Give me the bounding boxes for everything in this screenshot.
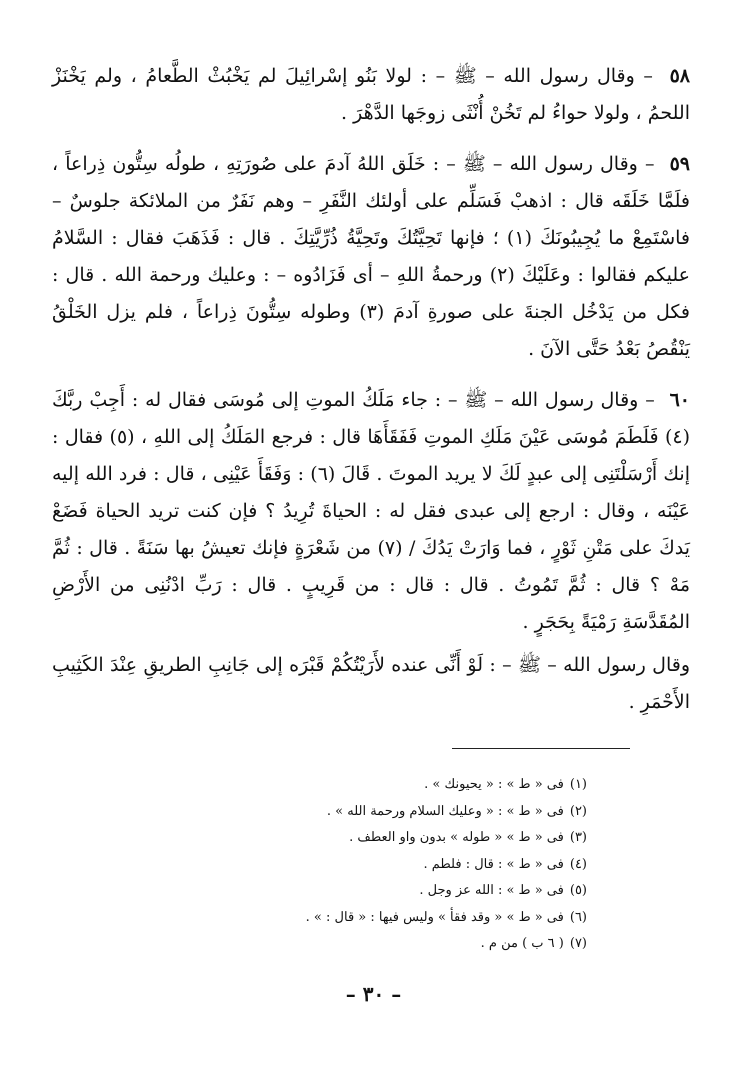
footnote-mark: (٢) — [569, 803, 587, 819]
footnote-text: فى « ط » « طوله » بدون واو العطف . — [349, 830, 564, 845]
footnotes — [167, 772, 587, 958]
footnote-7 — [167, 931, 587, 958]
footnote-text: فى « ط » : « يحيونك » . — [424, 777, 564, 792]
footnote-text: فى « ط » : « وعليك السلام ورحمة الله » . — [326, 803, 564, 819]
footnote-mark: (٥) — [569, 883, 587, 898]
paragraph-number: ٦٠ — [669, 389, 690, 411]
paragraph-58 — [52, 58, 690, 132]
footnote-mark: (٤) — [569, 856, 587, 872]
paragraph-60 — [52, 382, 690, 641]
paragraph-text: وقال رسول الله – ﷺ – : لَوْ أَنِّى عنده لأَرَيْتُكُمْ قَبْرَه إلى جَانِبِ الطريقِ عِنْدَ الكَثِيبِ الأَحْمَرِ . — [52, 654, 690, 713]
paragraph-text: – وقال رسول الله – ﷺ – : لولا بَنُو إسْرائِيلَ لم يَخْبُثْ الطَّعامُ ، ولم يَخْنَزْ اللحمُ ، ولولا حواءُ لم تَخُنْ أُنْثَى زوجَها الدَّهْرَ . — [52, 65, 690, 124]
footnote-separator — [452, 748, 630, 749]
footnote-mark: (١) — [569, 777, 587, 792]
footnote-text: فى « ط » : قال : فلطم . — [423, 856, 564, 872]
footnote-3 — [167, 825, 587, 852]
footnote-1 — [167, 772, 587, 799]
paragraph-text: – وقال رسول الله – ﷺ – : خَلَق اللهُ آدمَ على صُورَتِهِ ، طولُه سِتُّون ذِراعاً ، فلَمَّا خَلَقَه قال : اذهبْ فَسَلِّم على أولئك النَّفَرِ – وهم نَفَرٌ من الملائكة جلوسٌ – فاسْتَمِعْ ما يُجِيبُونَكَ (١) ؛ فإنها تَحِيَّتُكَ وتَحِيَّةُ ذُرِّيَّتِكَ . قال : فَذَهَبَ فقال : السَّلامُ عليكم فقالوا : وعَلَيْكَ (٢) ورحمةُ اللهِ – أى فَزَادُوه – : وعليك ورحمة الله . قال : فكل من يَدْخُل الجنةَ على صورةِ آدمَ (٣) وطوله سِتُّونَ ذِراعاً ، فلم يزل الخَلْقُ يَنْقُصُ بَعْدُ حَتَّى الآنَ . — [52, 153, 691, 360]
paragraph-text: – وقال رسول الله – ﷺ – : جاء مَلَكُ الموتِ إلى مُوسَى فقال له : أَجِبْ ربَّكَ (٤) فَلَطَمَ مُوسَى عَيْنَ مَلَكِ الموتِ فَفَقَأَهَا قال : فرجع المَلَكُ إلى اللهِ ، (٥) فقال : إنك أَرْسَلْتَنِى إلى عبدٍ لَكَ لا يريد الموتَ . قَالَ (٦) : وَفَقَأَ عَيْنِى ، قال : فرد الله إليه عَيْنَه ، وقال : ارجع إلى عبدى فقل له : الحياةَ تُرِيدُ ؟ فإن كنت تريد الحياة فَضَعْ يَدكَ على مَتْنِ ثَوْرٍ ، فما وَارَتْ يَدُكَ / (٧) من شَعْرَةٍ فإنك تعيشُ بها سَنَةً . قال : ثُمَّ مَهْ ؟ قال : ثُمَّ تَمُوتُ . قال : قال : من قَرِيبٍ . قال : رَبِّ ادْنُنِى من الأَرْضِ المُقَدَّسَةِ رَمْيَةً بِحَجَرٍ . — [52, 389, 691, 633]
footnote-6 — [167, 905, 587, 932]
paragraph-continuation — [52, 647, 690, 721]
footnote-text: ( ٦ ب ) من م . — [480, 936, 564, 951]
footnote-2 — [167, 799, 587, 826]
footnote-4 — [167, 852, 587, 879]
footnote-mark: (٧) — [569, 936, 587, 951]
footnote-text: فى « ط » « وقد فقأ » وليس فيها : « قال : » . — [305, 909, 564, 925]
footnote-5 — [167, 878, 587, 905]
paragraph-number: ٥٩ — [669, 153, 690, 175]
footnote-text: فى « ط » : الله عز وجل . — [419, 883, 564, 898]
footnote-mark: (٣) — [569, 830, 587, 845]
paragraph-59 — [52, 146, 690, 368]
paragraph-number: ٥٨ — [669, 65, 690, 87]
footnote-mark: (٦) — [569, 909, 587, 925]
main-text — [52, 58, 690, 727]
page-number: – ٣٠ – — [345, 982, 402, 1006]
